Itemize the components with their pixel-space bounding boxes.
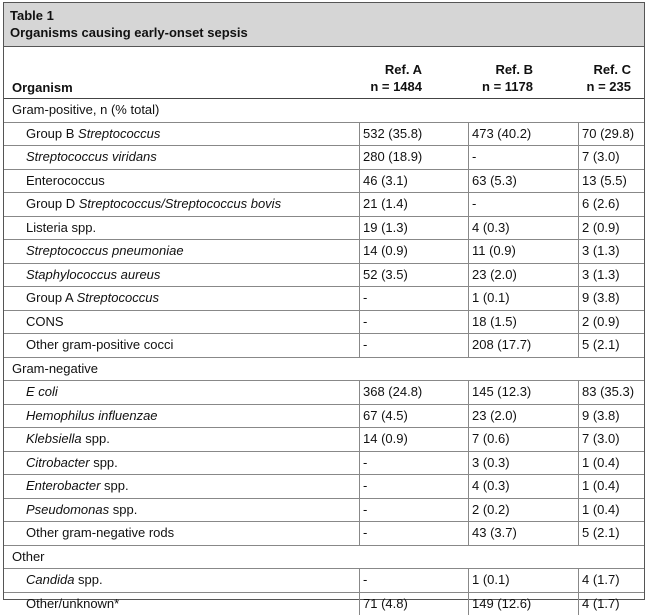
ref-b-value: 1 (0.1) xyxy=(472,569,510,591)
column-divider xyxy=(359,381,360,404)
column-divider xyxy=(468,475,469,498)
ref-b-value: 3 (0.3) xyxy=(472,452,510,474)
ref-b-value: - xyxy=(472,146,476,168)
table-row xyxy=(4,405,644,429)
table-row xyxy=(4,264,644,288)
column-divider xyxy=(359,146,360,169)
ref-a-value: 21 (1.4) xyxy=(363,193,408,215)
column-divider xyxy=(468,240,469,263)
table-row xyxy=(4,170,644,194)
organism-cell xyxy=(26,287,159,309)
ref-a-value: - xyxy=(363,287,367,309)
organism-name-part: Streptococcus xyxy=(77,290,159,305)
table-row xyxy=(4,522,644,546)
ref-b-value: 23 (2.0) xyxy=(472,405,517,427)
ref-a-value: - xyxy=(363,522,367,544)
table-row xyxy=(4,499,644,523)
table-row xyxy=(4,334,644,358)
data-table xyxy=(3,2,645,600)
organism-name-part: Pseudomonas xyxy=(26,502,109,517)
column-divider xyxy=(359,452,360,475)
ref-b-value: 18 (1.5) xyxy=(472,311,517,333)
organism-name-part: E coli xyxy=(26,384,58,399)
header-ref-c-name: Ref. C xyxy=(587,61,631,78)
ref-c-value: 2 (0.9) xyxy=(582,311,620,333)
organism-cell xyxy=(26,428,110,450)
column-divider xyxy=(359,240,360,263)
ref-c-value: 4 (1.7) xyxy=(582,593,620,615)
organism-name-part: Candida xyxy=(26,572,74,587)
column-divider xyxy=(578,311,579,334)
column-divider xyxy=(468,170,469,193)
header-ref-a-name: Ref. A xyxy=(370,61,422,78)
header-ref-b-name: Ref. B xyxy=(482,61,533,78)
column-divider xyxy=(578,522,579,545)
header-ref-b-n: n = 1178 xyxy=(482,78,533,95)
column-divider xyxy=(468,428,469,451)
organism-cell xyxy=(26,569,103,591)
organism-cell xyxy=(26,381,58,403)
ref-a-value: 280 (18.9) xyxy=(363,146,422,168)
column-divider xyxy=(359,193,360,216)
ref-a-value: - xyxy=(363,452,367,474)
section-label: Gram-negative xyxy=(12,358,98,380)
column-divider xyxy=(359,499,360,522)
ref-a-value: 14 (0.9) xyxy=(363,428,408,450)
column-divider xyxy=(578,287,579,310)
section-label: Other xyxy=(12,546,45,568)
organism-name-part: Streptococcus/Streptococcus bovis xyxy=(79,196,281,211)
ref-c-value: 2 (0.9) xyxy=(582,217,620,239)
column-divider xyxy=(578,428,579,451)
table-row xyxy=(4,381,644,405)
column-divider xyxy=(468,264,469,287)
ref-c-value: 9 (3.8) xyxy=(582,287,620,309)
organism-name-part: Klebsiella xyxy=(26,431,82,446)
ref-c-value: 1 (0.4) xyxy=(582,452,620,474)
organism-name-part: Hemophilus influenzae xyxy=(26,408,158,423)
organism-cell xyxy=(26,311,64,333)
column-divider xyxy=(468,334,469,357)
ref-c-value: 7 (3.0) xyxy=(582,428,620,450)
table-row xyxy=(4,240,644,264)
ref-a-value: 67 (4.5) xyxy=(363,405,408,427)
ref-b-value: 43 (3.7) xyxy=(472,522,517,544)
organism-cell xyxy=(26,240,184,262)
column-divider xyxy=(359,522,360,545)
column-divider xyxy=(359,569,360,592)
table-row xyxy=(4,475,644,499)
ref-b-value: 7 (0.6) xyxy=(472,428,510,450)
organism-cell xyxy=(26,170,105,192)
column-divider xyxy=(359,405,360,428)
header-ref-a xyxy=(370,61,422,95)
organism-name-part: Streptococcus pneumoniae xyxy=(26,243,184,258)
table-body xyxy=(4,99,644,615)
organism-cell xyxy=(26,193,281,215)
column-divider xyxy=(359,170,360,193)
ref-c-value: 9 (3.8) xyxy=(582,405,620,427)
ref-c-value: 83 (35.3) xyxy=(582,381,634,403)
ref-c-value: 3 (1.3) xyxy=(582,264,620,286)
ref-a-value: 19 (1.3) xyxy=(363,217,408,239)
organism-cell xyxy=(26,217,96,239)
column-divider xyxy=(468,287,469,310)
header-ref-b xyxy=(482,61,533,95)
ref-a-value: - xyxy=(363,569,367,591)
column-divider xyxy=(578,475,579,498)
section-row xyxy=(4,358,644,382)
organism-name-part: spp. xyxy=(74,572,102,587)
organism-name-part: Other/unknown* xyxy=(26,596,119,611)
organism-name-part: Enterobacter xyxy=(26,478,100,493)
table-row xyxy=(4,193,644,217)
organism-name-part: CONS xyxy=(26,314,64,329)
table-row xyxy=(4,146,644,170)
column-divider xyxy=(359,123,360,146)
table-title: Organisms causing early-onset sepsis xyxy=(10,24,638,41)
ref-c-value: 6 (2.6) xyxy=(582,193,620,215)
ref-a-value: 71 (4.8) xyxy=(363,593,408,615)
column-divider xyxy=(468,217,469,240)
table-row xyxy=(4,569,644,593)
ref-b-value: 473 (40.2) xyxy=(472,123,531,145)
table-row xyxy=(4,311,644,335)
organism-cell xyxy=(26,499,137,521)
organism-name-part: Group B xyxy=(26,126,78,141)
organism-cell xyxy=(26,123,160,145)
ref-c-value: 13 (5.5) xyxy=(582,170,627,192)
organism-cell xyxy=(26,334,173,356)
table-header xyxy=(4,47,644,99)
organism-name-part: Enterococcus xyxy=(26,173,105,188)
column-divider xyxy=(468,405,469,428)
organism-name-part: Group A xyxy=(26,290,77,305)
header-ref-c-n: n = 235 xyxy=(587,78,631,95)
column-divider xyxy=(468,123,469,146)
table-caption xyxy=(4,3,644,47)
ref-b-value: 11 (0.9) xyxy=(472,240,516,262)
ref-b-value: 4 (0.3) xyxy=(472,217,510,239)
organism-cell xyxy=(26,452,118,474)
ref-c-value: 7 (3.0) xyxy=(582,146,620,168)
ref-b-value: - xyxy=(472,193,476,215)
organism-name-part: spp. xyxy=(82,431,110,446)
column-divider xyxy=(578,146,579,169)
organism-name-part: Listeria spp. xyxy=(26,220,96,235)
ref-b-value: 145 (12.3) xyxy=(472,381,531,403)
column-divider xyxy=(578,381,579,404)
column-divider xyxy=(359,264,360,287)
ref-a-value: 52 (3.5) xyxy=(363,264,408,286)
ref-a-value: 368 (24.8) xyxy=(363,381,422,403)
column-divider xyxy=(468,522,469,545)
ref-a-value: 532 (35.8) xyxy=(363,123,422,145)
ref-a-value: - xyxy=(363,499,367,521)
section-row xyxy=(4,99,644,123)
column-divider xyxy=(468,381,469,404)
column-divider xyxy=(359,287,360,310)
table-row xyxy=(4,217,644,241)
organism-name-part: Other gram-positive cocci xyxy=(26,337,173,352)
ref-b-value: 2 (0.2) xyxy=(472,499,510,521)
column-divider xyxy=(578,334,579,357)
column-divider xyxy=(359,334,360,357)
column-divider xyxy=(578,193,579,216)
organism-name-part: Citrobacter xyxy=(26,455,90,470)
organism-name-part: spp. xyxy=(90,455,118,470)
column-divider xyxy=(468,311,469,334)
organism-name-part: spp. xyxy=(109,502,137,517)
ref-a-value: - xyxy=(363,334,367,356)
ref-c-value: 5 (2.1) xyxy=(582,334,620,356)
organism-cell xyxy=(26,405,158,427)
ref-b-value: 63 (5.3) xyxy=(472,170,517,192)
ref-b-value: 208 (17.7) xyxy=(472,334,531,356)
column-divider xyxy=(578,499,579,522)
organism-name-part: spp. xyxy=(100,478,128,493)
organism-name-part: Other gram-negative rods xyxy=(26,525,174,540)
column-divider xyxy=(578,217,579,240)
organism-name-part: Streptococcus viridans xyxy=(26,149,157,164)
column-divider xyxy=(578,240,579,263)
ref-b-value: 1 (0.1) xyxy=(472,287,510,309)
column-divider xyxy=(359,311,360,334)
ref-c-value: 70 (29.8) xyxy=(582,123,634,145)
ref-b-value: 149 (12.6) xyxy=(472,593,531,615)
column-divider xyxy=(468,452,469,475)
column-divider xyxy=(468,499,469,522)
organism-name-part: Group D xyxy=(26,196,79,211)
column-divider xyxy=(578,452,579,475)
column-divider xyxy=(578,569,579,592)
organism-name-part: Streptococcus xyxy=(78,126,160,141)
table-row xyxy=(4,452,644,476)
table-row xyxy=(4,287,644,311)
table-row xyxy=(4,123,644,147)
column-divider xyxy=(468,569,469,592)
header-ref-a-n: n = 1484 xyxy=(370,78,422,95)
column-divider xyxy=(359,217,360,240)
organism-cell xyxy=(26,522,174,544)
column-divider xyxy=(359,428,360,451)
ref-a-value: 14 (0.9) xyxy=(363,240,408,262)
ref-b-value: 23 (2.0) xyxy=(472,264,517,286)
ref-c-value: 1 (0.4) xyxy=(582,475,620,497)
ref-c-value: 3 (1.3) xyxy=(582,240,620,262)
ref-b-value: 4 (0.3) xyxy=(472,475,510,497)
section-row xyxy=(4,546,644,570)
organism-cell xyxy=(26,264,160,286)
header-ref-c xyxy=(587,61,631,95)
section-label: Gram-positive, n (% total) xyxy=(12,99,159,121)
column-divider xyxy=(359,475,360,498)
organism-name-part: Staphylococcus aureus xyxy=(26,267,160,282)
column-divider xyxy=(578,405,579,428)
column-divider xyxy=(578,170,579,193)
organism-cell xyxy=(26,475,129,497)
column-divider xyxy=(468,193,469,216)
table-label: Table 1 xyxy=(10,7,638,24)
organism-cell xyxy=(26,146,157,168)
table-row xyxy=(4,428,644,452)
column-divider xyxy=(468,146,469,169)
ref-a-value: - xyxy=(363,311,367,333)
ref-c-value: 5 (2.1) xyxy=(582,522,620,544)
ref-c-value: 4 (1.7) xyxy=(582,569,620,591)
column-divider xyxy=(578,264,579,287)
header-organism: Organism xyxy=(12,80,73,95)
column-divider xyxy=(578,123,579,146)
ref-c-value: 1 (0.4) xyxy=(582,499,620,521)
ref-a-value: 46 (3.1) xyxy=(363,170,408,192)
ref-a-value: - xyxy=(363,475,367,497)
